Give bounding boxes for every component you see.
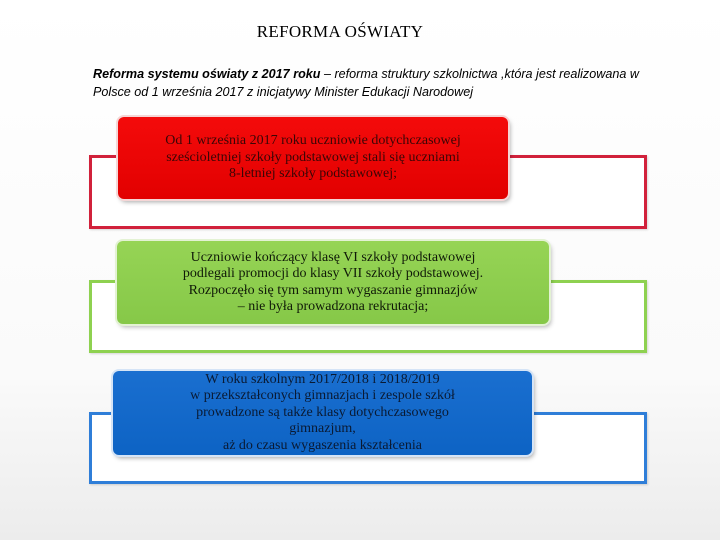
step-1-box xyxy=(118,117,508,199)
page-title: REFORMA OŚWIATY xyxy=(256,22,424,41)
step-1-text: Od 1 września 2017 roku uczniowie dotychczasowej sześcioletniej szkoły podstawowej stali się uczniami 8-letniej szkoły podstawowej; xyxy=(165,133,461,182)
step-3-box xyxy=(113,371,532,455)
intro-rest: – reforma struktury szkolnictwa ,która jest realizowana w Polsce od 1 września 2017 z inicjatywy Minister Edukacji Narodowej xyxy=(93,67,639,99)
step-3-text: W roku szkolnym 2017/2018 i 2018/2019 w przekształconych gimnazjach i zespole szkół prowadzone są także klasy dotychczasowego gimnazjum, aż do czasu wygaszenia kształcenia xyxy=(190,371,455,453)
intro-bold-lead: Reforma systemu oświaty z 2017 roku xyxy=(93,67,321,81)
step-2-box xyxy=(117,241,549,324)
intro-paragraph xyxy=(93,65,653,101)
step-2-text: Uczniowie kończący klasę VI szkoły podstawowej podlegali promocji do klasy VII szkoły podstawowej. Rozpoczęło się tym samym wygaszanie gimnazjów – nie była prowadzona rekrutacja; xyxy=(182,249,484,314)
